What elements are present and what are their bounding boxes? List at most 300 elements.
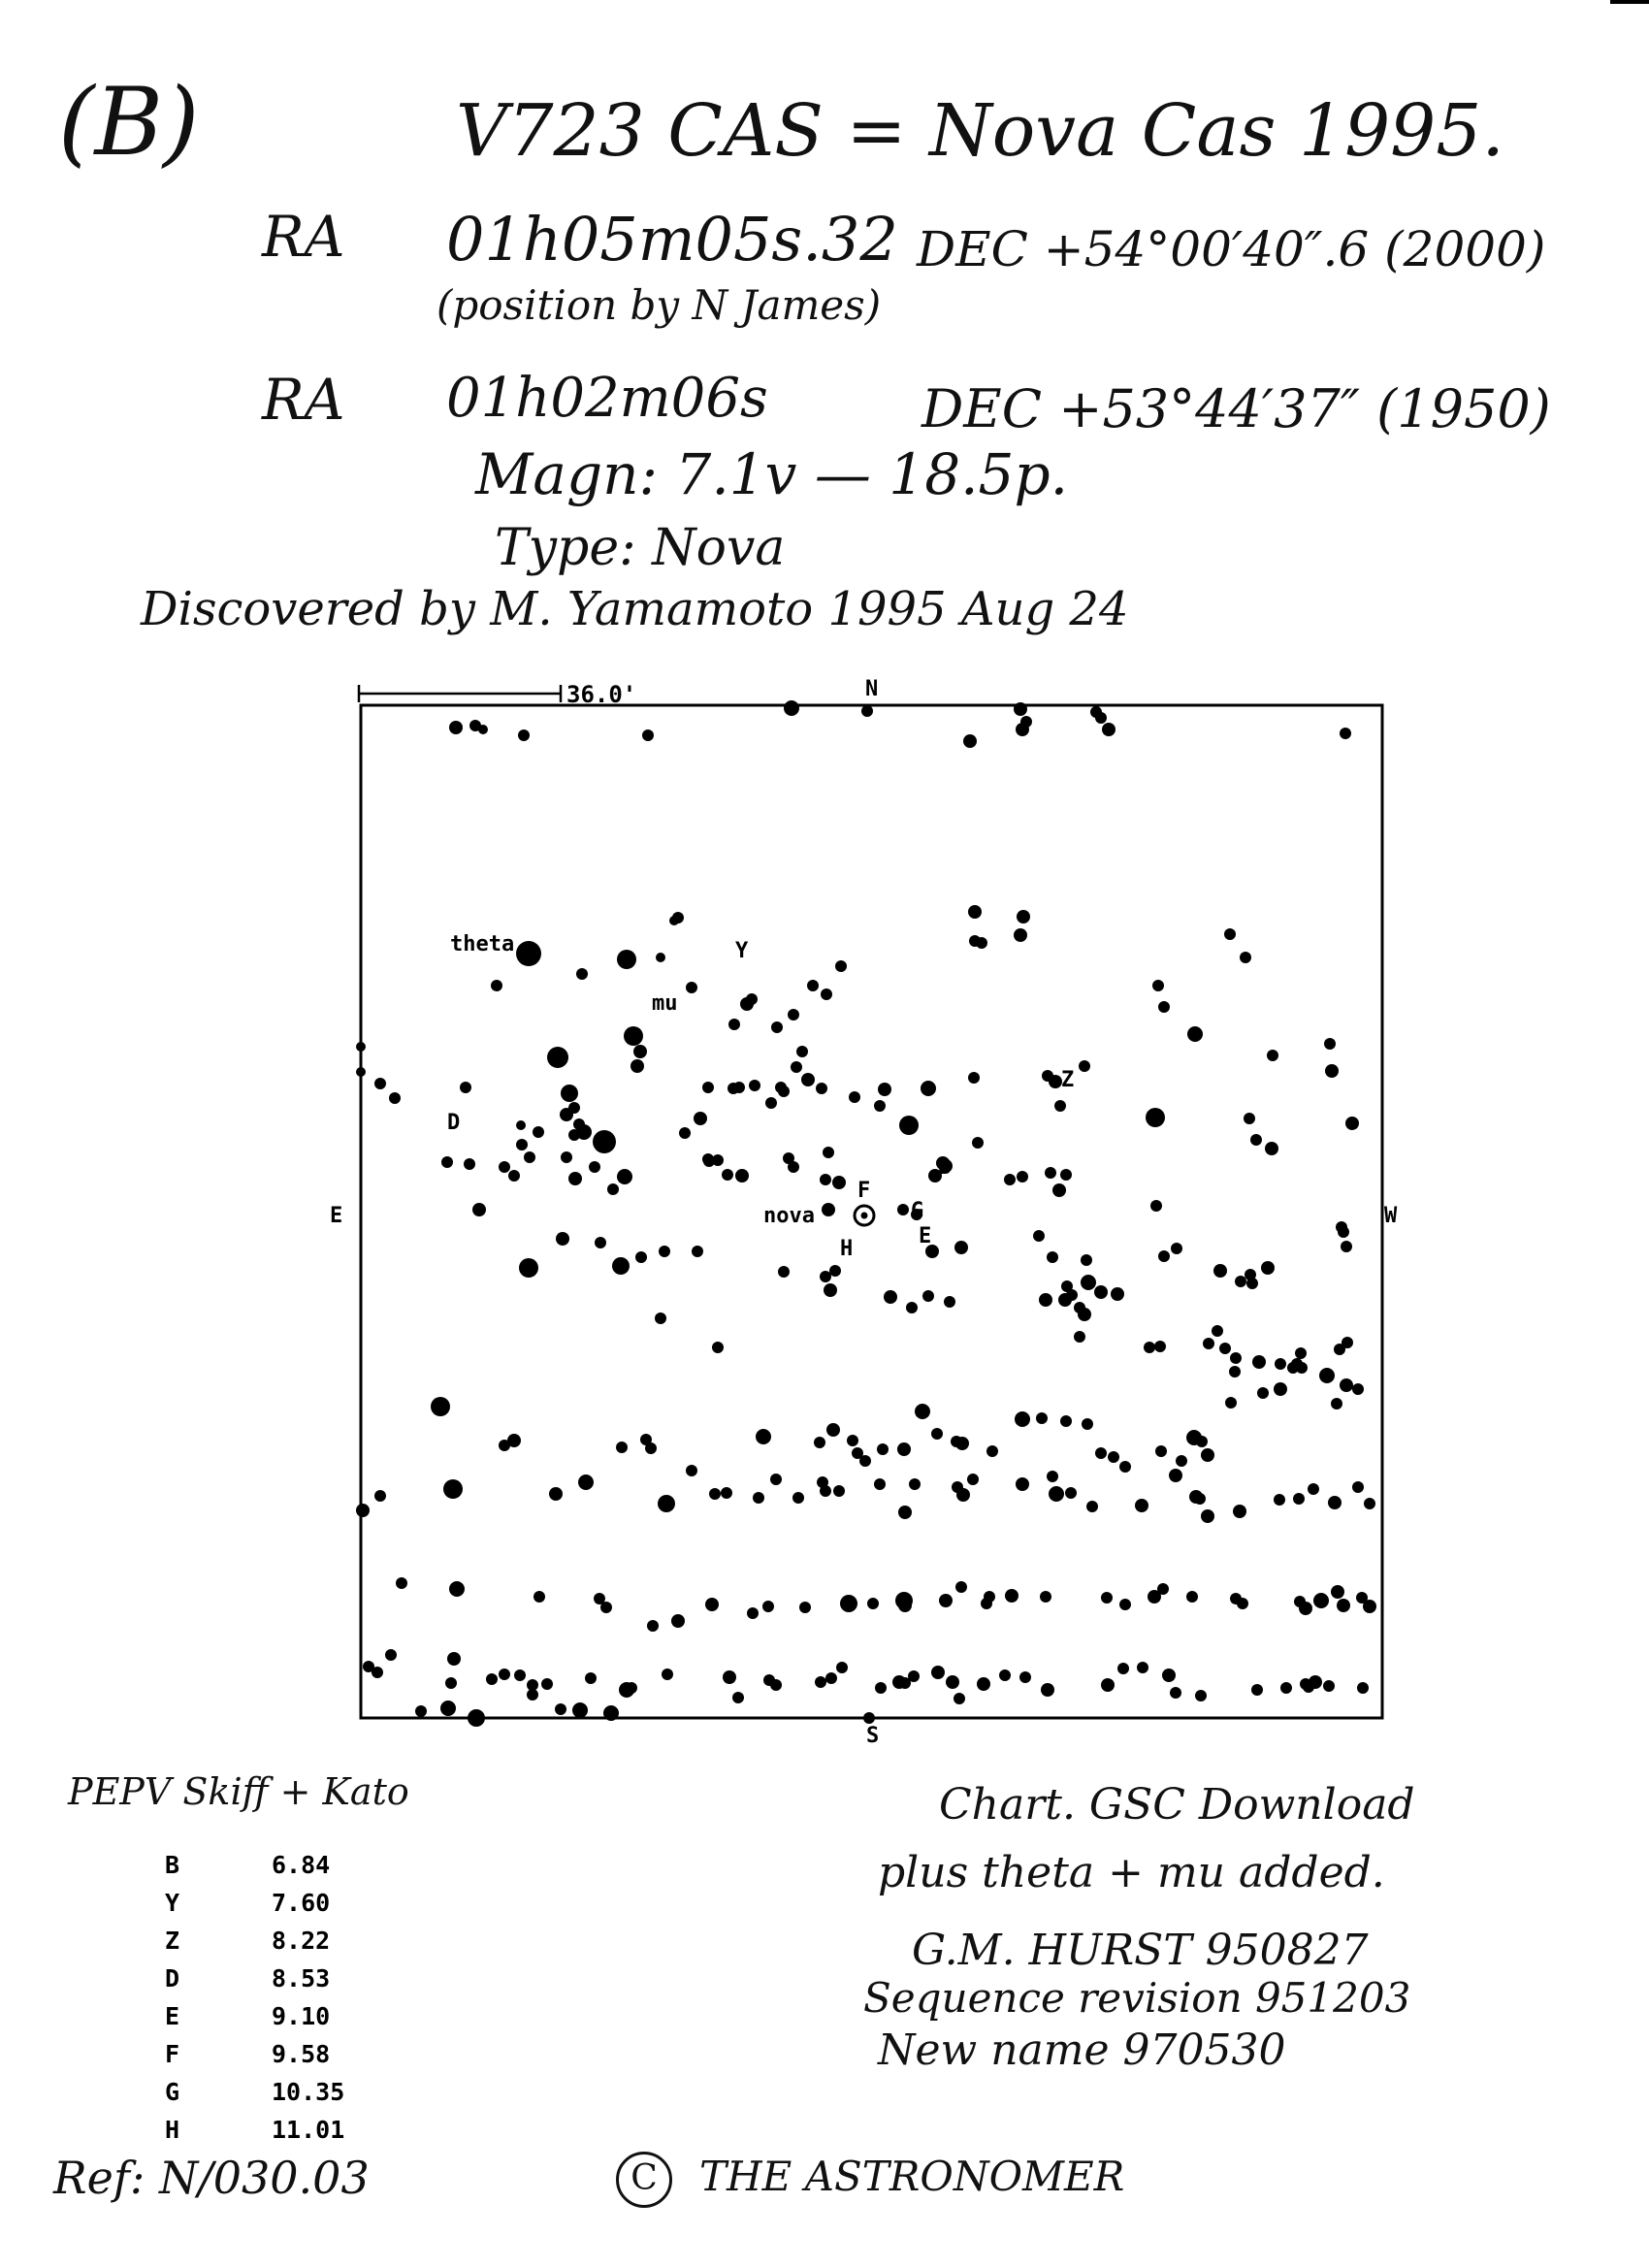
star [460, 1082, 471, 1093]
star [669, 916, 679, 925]
star [824, 1283, 837, 1297]
star [1324, 1038, 1336, 1050]
star [1146, 1108, 1165, 1127]
star [1135, 1499, 1148, 1512]
star [1081, 1275, 1096, 1290]
sequence-star-magnitude: 9.10 [272, 2002, 331, 2030]
star [946, 1675, 959, 1689]
star [1082, 1418, 1093, 1430]
star [1201, 1448, 1214, 1462]
star [747, 1607, 759, 1619]
star [1352, 1481, 1364, 1493]
star [1363, 1600, 1376, 1613]
label-h: H [840, 1237, 854, 1261]
star [1049, 1486, 1064, 1502]
star [600, 1602, 612, 1613]
star [1230, 1352, 1242, 1364]
star [826, 1423, 840, 1437]
star [1352, 1383, 1364, 1395]
star [1047, 1471, 1058, 1482]
star [1340, 1378, 1353, 1392]
label-y: Y [735, 939, 749, 963]
label-d: D [447, 1111, 461, 1135]
star [1340, 728, 1351, 739]
scale-label: 36.0' [566, 681, 637, 708]
star [1040, 1591, 1051, 1603]
star [740, 997, 754, 1011]
star [874, 1100, 886, 1112]
star [486, 1673, 498, 1685]
star [1102, 723, 1116, 736]
star [1119, 1599, 1131, 1610]
star [915, 1404, 930, 1419]
star [1364, 1498, 1375, 1509]
star [630, 1059, 644, 1073]
star [443, 1479, 463, 1499]
star [1299, 1602, 1312, 1615]
star [464, 1158, 475, 1170]
star [1019, 1671, 1031, 1683]
ra-2000-value: 01h05m05s.32 [446, 204, 898, 275]
star [576, 968, 588, 980]
label-f: F [857, 1179, 871, 1203]
star [633, 1045, 647, 1058]
star [1225, 1397, 1237, 1409]
sequence-star-label: F [165, 2040, 180, 2068]
star [944, 1296, 955, 1308]
label-theta: theta [450, 932, 515, 956]
star [572, 1702, 588, 1718]
star [1158, 1001, 1170, 1013]
star [519, 1258, 538, 1278]
star [593, 1130, 616, 1153]
ra-1950-value: 01h02m06s [446, 367, 768, 430]
star [441, 1156, 453, 1168]
star [524, 1151, 535, 1163]
star [1331, 1398, 1342, 1409]
star [1313, 1593, 1329, 1608]
star [1157, 1583, 1169, 1595]
star [861, 705, 873, 717]
star [617, 1169, 632, 1184]
chart-source-note: Chart. GSC Download [939, 1780, 1415, 1830]
sequence-star-label: H [165, 2116, 180, 2144]
star [1016, 723, 1029, 736]
star [954, 1241, 968, 1254]
star [527, 1689, 538, 1701]
star [1357, 1682, 1369, 1694]
sequence-revision: Sequence revision 951203 [863, 1974, 1411, 2022]
star [756, 1429, 771, 1444]
sequence-star-magnitude: 8.22 [272, 1927, 331, 1955]
star [899, 1116, 919, 1135]
finder-chart [330, 669, 1398, 1748]
star [832, 1176, 846, 1189]
star [547, 1047, 568, 1068]
star [1212, 1325, 1223, 1337]
star [1309, 1675, 1322, 1689]
sequence-star-magnitude: 8.53 [272, 1964, 331, 1993]
star [1319, 1368, 1335, 1383]
star [541, 1678, 553, 1690]
star [507, 1434, 521, 1447]
star [931, 1666, 945, 1679]
star [820, 1174, 831, 1185]
star [986, 1445, 998, 1457]
star [1101, 1592, 1113, 1604]
corner-mark [1610, 0, 1649, 4]
label-e: E [919, 1224, 932, 1248]
south-label: S [866, 1724, 880, 1748]
sequence-header: PEPV Skiff + Kato [68, 1770, 409, 1813]
author-date: G.M. HURST 950827 [912, 1926, 1369, 1975]
star [1095, 1447, 1107, 1459]
star [1171, 1243, 1182, 1254]
star [516, 1139, 528, 1150]
discovery-note: Discovered by M. Yamamoto 1995 Aug 24 [141, 582, 1129, 636]
star [722, 1169, 733, 1181]
star [1060, 1169, 1072, 1181]
star [898, 1506, 912, 1519]
star [576, 1124, 592, 1140]
star [555, 1703, 566, 1715]
star [963, 734, 977, 748]
star [1251, 1684, 1263, 1696]
star [1250, 1134, 1262, 1146]
new-name-date: New name 970530 [878, 2025, 1286, 2075]
star [449, 1581, 465, 1597]
star [1265, 1142, 1278, 1155]
star [372, 1667, 383, 1678]
star [931, 1428, 943, 1440]
star [1005, 1589, 1018, 1603]
star [762, 1601, 774, 1612]
star [791, 1061, 802, 1073]
star [1017, 1171, 1028, 1183]
star [1152, 980, 1164, 991]
star [556, 1232, 569, 1246]
star [796, 1046, 808, 1057]
star [1014, 928, 1027, 942]
dec-2000-value: DEC +54°00′40″.6 (2000) [917, 221, 1546, 277]
star [549, 1487, 563, 1501]
west-label: W [1384, 1204, 1398, 1228]
star [874, 1478, 886, 1490]
star [712, 1154, 724, 1166]
star [1274, 1494, 1285, 1506]
star [749, 1080, 760, 1091]
star [447, 1652, 461, 1666]
star [732, 1692, 744, 1703]
sequence-star-label: B [165, 1851, 180, 1879]
star [1328, 1496, 1342, 1509]
star [1337, 1599, 1350, 1612]
star [478, 725, 488, 734]
star [1111, 1287, 1124, 1301]
sequence-star-magnitude: 10.35 [272, 2078, 345, 2106]
star [1331, 1585, 1344, 1599]
star [694, 1112, 707, 1125]
star [617, 950, 636, 969]
star [656, 953, 665, 962]
star [679, 1127, 691, 1139]
position-note: (position by N James) [436, 281, 882, 329]
star [626, 1682, 637, 1694]
star [967, 1474, 979, 1485]
star [1176, 1455, 1187, 1467]
star [1293, 1493, 1305, 1505]
star [671, 1614, 685, 1628]
star [692, 1246, 703, 1257]
sequence-star-magnitude: 6.84 [272, 1851, 331, 1879]
star [440, 1701, 456, 1716]
star [607, 1183, 619, 1195]
star [1045, 1167, 1056, 1179]
star [1081, 1254, 1092, 1266]
star [491, 980, 502, 991]
star [1137, 1662, 1148, 1673]
star [733, 1082, 745, 1093]
star [533, 1126, 544, 1138]
star [770, 1474, 782, 1485]
star [849, 1091, 860, 1103]
star [778, 1085, 790, 1097]
star [595, 1237, 606, 1248]
sequence-star-magnitude: 9.58 [272, 2040, 331, 2068]
star [822, 1203, 835, 1216]
label-mu: mu [652, 991, 678, 1016]
star [1275, 1358, 1286, 1370]
star [1235, 1276, 1246, 1287]
star [799, 1602, 811, 1613]
star [1014, 702, 1027, 716]
star [1252, 1355, 1266, 1369]
star [968, 1072, 980, 1084]
star [1213, 1264, 1227, 1278]
star [1203, 1338, 1214, 1349]
star [1033, 1230, 1045, 1242]
star [616, 1442, 628, 1453]
sequence-star-label: G [165, 2078, 180, 2106]
star [1169, 1469, 1182, 1482]
north-label: N [865, 677, 879, 701]
sequence-star-magnitude: 11.01 [272, 2116, 345, 2144]
star [709, 1488, 721, 1500]
star [642, 729, 654, 741]
star [972, 1137, 984, 1149]
page-title: V723 CAS = Nova Cas 1995. [456, 89, 1504, 173]
star [816, 1083, 827, 1094]
star [647, 1620, 659, 1632]
star [875, 1682, 887, 1694]
star [976, 937, 987, 949]
star [955, 1581, 967, 1593]
star [735, 1169, 749, 1183]
star [1154, 1341, 1166, 1352]
star [821, 988, 832, 1000]
star [396, 1577, 407, 1589]
star [561, 1151, 572, 1163]
star [560, 1108, 573, 1121]
star [1036, 1412, 1048, 1424]
star [415, 1705, 427, 1717]
star [568, 1172, 582, 1185]
star [1187, 1026, 1203, 1042]
ra-2000-label: RA [262, 204, 345, 270]
star [1229, 1366, 1241, 1377]
star [1201, 1509, 1214, 1523]
label-nova: nova [763, 1204, 815, 1228]
star [702, 1082, 714, 1093]
star [909, 1478, 921, 1490]
star [1246, 1278, 1258, 1289]
star [897, 1204, 909, 1215]
star [859, 1455, 871, 1467]
star [658, 1495, 675, 1512]
star [968, 905, 982, 919]
ra-1950-label: RA [262, 367, 345, 433]
star [788, 1009, 799, 1021]
star [765, 1097, 777, 1109]
star [723, 1670, 736, 1684]
east-label: E [330, 1204, 343, 1228]
star [578, 1474, 594, 1490]
star [712, 1342, 724, 1353]
star [792, 1492, 804, 1504]
sequence-star-label: Z [165, 1927, 180, 1955]
star [385, 1649, 397, 1661]
star [561, 1085, 578, 1102]
label-g: G [911, 1199, 924, 1223]
star [1186, 1591, 1198, 1603]
star [468, 1709, 485, 1727]
star [431, 1397, 450, 1416]
star [1195, 1690, 1207, 1701]
star [1194, 1493, 1206, 1505]
star [1041, 1683, 1054, 1697]
star [1267, 1050, 1278, 1061]
star [356, 1042, 366, 1052]
star [921, 1081, 936, 1096]
star [1016, 1477, 1029, 1491]
star [820, 1485, 831, 1497]
star [472, 1203, 486, 1216]
star [807, 980, 819, 991]
star [999, 1669, 1011, 1681]
star [516, 941, 541, 966]
star [624, 1026, 643, 1046]
star [1144, 1342, 1155, 1353]
star [516, 1120, 526, 1130]
star [449, 721, 463, 734]
star [908, 1670, 920, 1682]
star [1065, 1487, 1077, 1499]
star [1074, 1331, 1085, 1343]
chart-label: (B) [58, 68, 200, 177]
star [374, 1078, 386, 1089]
star [662, 1669, 673, 1680]
star [1017, 910, 1030, 923]
star [589, 1161, 600, 1173]
star [836, 1662, 848, 1673]
star [389, 1092, 401, 1104]
star [829, 1265, 841, 1277]
star [1049, 1075, 1062, 1088]
star [1079, 1060, 1090, 1072]
reference-number: Ref: N/030.03 [53, 2152, 370, 2204]
star [1274, 1382, 1287, 1396]
star [1095, 712, 1107, 724]
star [906, 1302, 918, 1313]
copyright-text: THE ASTRONOMER [699, 2153, 1125, 2200]
star [1296, 1362, 1308, 1374]
variable-type: Type: Nova [495, 519, 786, 577]
star [788, 1161, 799, 1173]
star [1015, 1411, 1030, 1427]
star [1219, 1343, 1231, 1354]
label-b: B [938, 1155, 952, 1180]
star [1108, 1451, 1119, 1463]
star [1078, 1308, 1091, 1321]
star [356, 1504, 370, 1517]
star [728, 1019, 740, 1030]
star [1047, 1251, 1058, 1263]
star [645, 1442, 657, 1454]
star [1170, 1687, 1181, 1699]
star [867, 1598, 879, 1609]
star [878, 1083, 891, 1096]
label-z: Z [1061, 1068, 1075, 1092]
star [518, 729, 530, 741]
star [1336, 1221, 1347, 1233]
star [954, 1693, 965, 1704]
star [1061, 1280, 1073, 1292]
star [1295, 1347, 1307, 1359]
star [1162, 1669, 1176, 1682]
star [686, 982, 697, 993]
star [585, 1672, 597, 1684]
star [815, 1676, 826, 1688]
star [801, 1073, 815, 1086]
nova-marker-dot [861, 1213, 868, 1219]
star [1054, 1100, 1066, 1112]
star [1119, 1461, 1131, 1473]
star [955, 1437, 969, 1450]
sequence-star-label: E [165, 2002, 180, 2030]
star [1308, 1483, 1319, 1495]
star [823, 1147, 834, 1158]
star [863, 1712, 875, 1724]
star [499, 1161, 510, 1173]
star [1086, 1501, 1098, 1512]
star [1342, 1337, 1353, 1348]
star [770, 1679, 782, 1691]
star [1052, 1183, 1066, 1197]
star [705, 1598, 719, 1611]
star [1237, 1598, 1248, 1609]
star [514, 1669, 526, 1681]
star [508, 1170, 520, 1182]
sequence-star-label: D [165, 1964, 180, 1993]
star [1233, 1505, 1246, 1518]
star [778, 1266, 790, 1278]
star [1244, 1113, 1255, 1124]
star [771, 1021, 783, 1033]
star [1261, 1261, 1275, 1275]
star [1155, 1445, 1167, 1457]
star [1323, 1680, 1335, 1692]
star [635, 1251, 647, 1263]
